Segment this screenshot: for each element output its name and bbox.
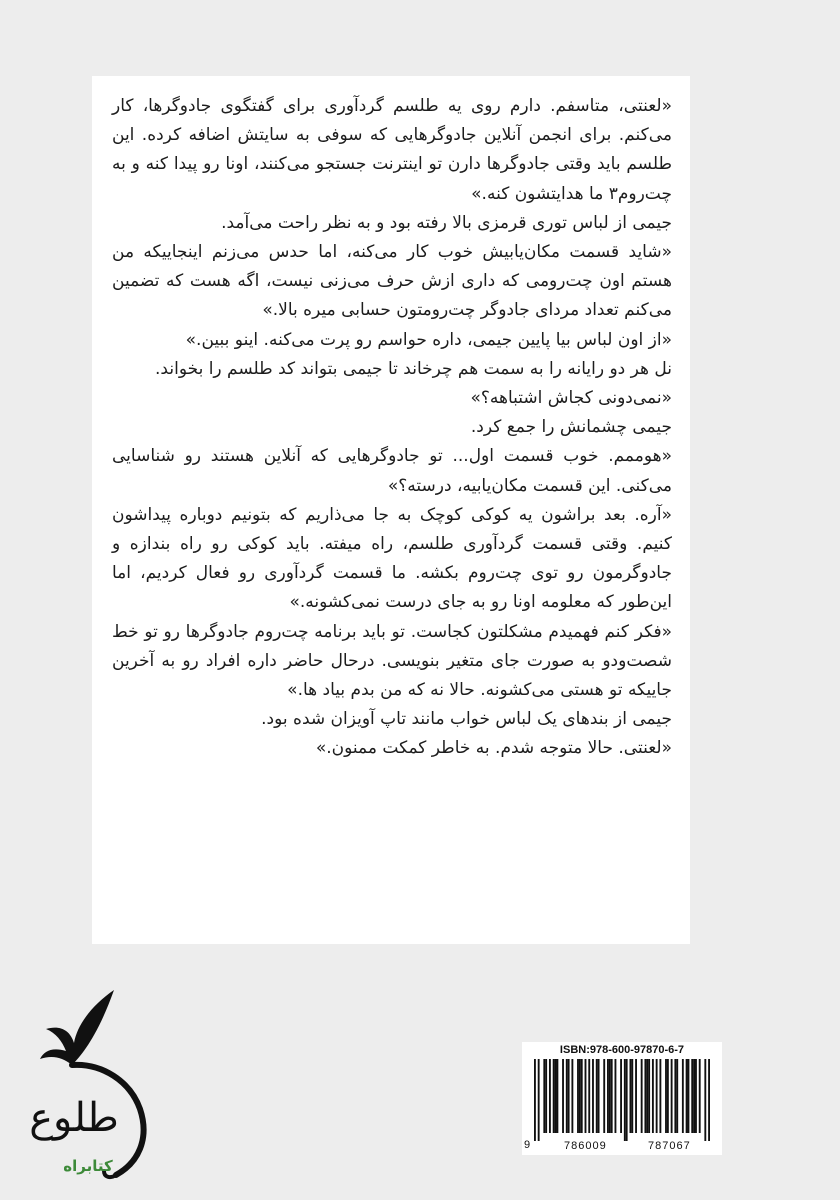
barcode-bar <box>598 1059 600 1133</box>
barcode-bar <box>562 1059 564 1133</box>
barcode-bar <box>686 1059 688 1133</box>
paragraph-8: «هوممم. خوب قسمت اول... تو جادوگرهایی که آنلاین هستند رو شناسایی می‌کنی. این قسمت مکان‌یابیه، درسته؟» <box>112 446 672 496</box>
paragraph-10: «فکر کنم فهمیدم مشکلتون کجاست. تو باید برنامه چت‌روم جادوگرها رو تو خط شصت‌ودو به صورت جای متغیر بنویسی. درحال حاضر داره افراد رو به آخرین جاییکه تو هستی می‌کشونه. حالا نه که من بدم بیاد ها.» <box>112 621 672 701</box>
barcode-bar <box>635 1059 637 1133</box>
barcode-bar <box>577 1059 579 1133</box>
barcode-bar <box>695 1059 697 1133</box>
barcode-bar <box>615 1059 617 1133</box>
barcode-first-digit: 9 <box>524 1139 531 1151</box>
barcode-bar <box>699 1059 701 1133</box>
barcode-bar <box>641 1059 643 1133</box>
barcode-bar <box>704 1059 706 1141</box>
barcode-bar <box>652 1059 654 1133</box>
publisher-logo <box>22 985 172 1190</box>
barcode-bar <box>629 1059 631 1133</box>
barcode-bar <box>543 1059 545 1133</box>
barcode-bar <box>585 1059 587 1133</box>
barcode-bar <box>648 1059 650 1133</box>
text-panel <box>92 76 690 944</box>
barcode-bar <box>545 1059 547 1133</box>
barcode-bar <box>691 1059 693 1133</box>
barcode-bar <box>555 1059 557 1133</box>
barcode-bar <box>708 1059 710 1141</box>
barcode-bar <box>626 1059 628 1141</box>
barcode-bar <box>568 1059 570 1133</box>
barcode-bar <box>644 1059 646 1133</box>
paragraph-11: جیمی از بندهای یک لباس خواب مانند تاپ آویزان شده بود. <box>261 709 672 730</box>
barcode-bar <box>566 1059 568 1133</box>
barcode-bar <box>603 1059 605 1133</box>
barcode-bar <box>646 1059 648 1133</box>
paragraph-7: جیمی چشمانش را جمع کرد. <box>470 417 672 438</box>
barcode-bar <box>611 1059 613 1133</box>
barcode-bar <box>674 1059 676 1133</box>
paragraph-6: «نمی‌دونی کجاش اشتباهه؟» <box>470 388 672 409</box>
barcode-bar <box>581 1059 583 1133</box>
barcode-bar <box>693 1059 695 1133</box>
logo-brand-text: کتابراه <box>63 1157 113 1175</box>
barcode-left-digits: 786009 <box>564 1140 607 1152</box>
barcode-bar <box>588 1059 590 1133</box>
logo-script-text: طلوع <box>29 1095 119 1141</box>
barcode-bar <box>538 1059 540 1141</box>
barcode-right-digits: 787067 <box>648 1140 691 1152</box>
isbn-label: ISBN:978-600-97870-6-7 <box>559 1044 685 1056</box>
barcode-bar <box>682 1059 684 1133</box>
barcode-bar <box>534 1059 536 1141</box>
barcode-bar <box>656 1059 658 1133</box>
barcode-bar <box>592 1059 594 1133</box>
barcode-bar <box>631 1059 633 1133</box>
paragraph-2: جیمی از لباس توری قرمزی بالا رفته بود و به نظر راحت می‌آمد. <box>221 212 672 233</box>
barcode-bar <box>620 1059 622 1133</box>
body-text <box>112 92 672 764</box>
barcode-bar <box>671 1059 673 1133</box>
barcode-bar <box>609 1059 611 1133</box>
paragraph-4: «از اون لباس بیا پایین جیمی، داره حواسم رو پرت می‌کنه. اینو ببین.» <box>185 329 672 350</box>
bird-icon <box>40 990 144 1177</box>
barcode-bar <box>659 1059 661 1133</box>
paragraph-12: «لعنتی. حالا متوجه شدم. به خاطر کمکت ممنون.» <box>315 738 672 759</box>
barcode-bar <box>556 1059 558 1133</box>
barcode-bar <box>676 1059 678 1133</box>
paragraph-3: «شاید قسمت مکان‌یابیش خوب کار می‌کنه، اما حدس می‌زنم اینجاییکه من هستم اون چت‌رومی که داری ازش حرف می‌زنی نیست، اگه هست که تضمین می‌کنم تعداد مردای جادوگر چت‌رومتون حسابی میره بالا.» <box>112 242 672 321</box>
barcode-bar <box>624 1059 626 1141</box>
barcode-bar <box>571 1059 573 1133</box>
barcode-bar <box>688 1059 690 1133</box>
isbn-barcode <box>522 1042 722 1155</box>
barcode-bar <box>607 1059 609 1133</box>
barcode-bar <box>596 1059 598 1133</box>
barcode-bar <box>665 1059 667 1133</box>
barcode-bar <box>553 1059 555 1133</box>
paragraph-9: «آره. بعد براشون یه کوکی کوچک به جا می‌ذاریم که بتونیم دوباره پیداشون کنیم. وقتی قسمت گردآوری طلسم، راه میفته. باید کوکی رو راه بندازه و جادوگرمون رو توی چت‌روم بکشه. ما قسمت گردآوری رو فعال کردیم، اما این‌طور که معلومه اونا رو به جای درست نمی‌کشونه.» <box>112 504 672 613</box>
barcode-bar <box>549 1059 551 1133</box>
paragraph-1: «لعنتی، متاسفم. دارم روی یه طلسم گردآوری برای گفتگوی جادوگرها، کار می‌کنم. برای انجمن آنلاین جادوگرهایی که سوفی به سایتش اضافه کرده. این طلسم باید وقتی جادوگرها دارن تو اینترنت جستجو می‌کنند، اونا رو پیدا کنه و به چت‌روم۳ ما هدایتشون کنه.» <box>112 96 672 204</box>
barcode-bar <box>667 1059 669 1133</box>
barcode-bars <box>534 1059 710 1141</box>
barcode-bar <box>579 1059 581 1133</box>
paragraph-5: نل هر دو رایانه را به سمت هم چرخاند تا جیمی بتواند کد طلسم را بخواند. <box>155 358 672 379</box>
